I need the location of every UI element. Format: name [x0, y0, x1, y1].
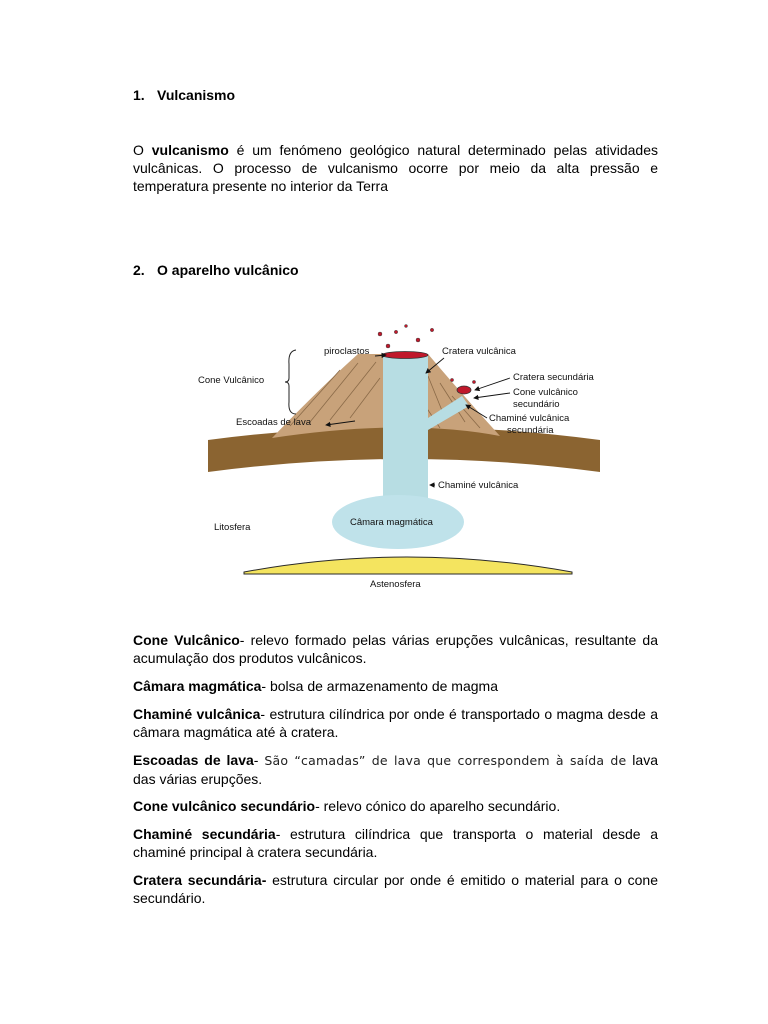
- paragraph-term: vulcanismo: [151, 142, 229, 158]
- crater-shape: [382, 352, 428, 359]
- definition-text: estrutura circular por onde é emitido o material para o cone secundário.: [133, 872, 658, 906]
- section-number: 1.: [133, 87, 145, 103]
- paragraph-text: é um fenómeno geológico natural determinado pelas atividades vulcânicas. O processo de vulcanismo ocorre por meio da alta pressão e temperatura presente no interior da Terra: [133, 142, 659, 194]
- label-cratera-vulcanica: Cratera vulcânica: [442, 346, 516, 357]
- definition-text-alt: São “camadas” de lava que correspondem à saída de: [264, 753, 627, 768]
- vulcanismo-paragraph: [133, 141, 658, 195]
- definition-text-continued: lava das várias erupções.: [133, 752, 658, 787]
- secondary-crater-shape: [457, 386, 471, 394]
- definition-cone-vulcanico: [133, 631, 658, 667]
- main-chimney: [383, 354, 428, 504]
- definition-text: - relevo formado pelas várias erupções vulcânicas, resultante da acumulação dos produtos vulcânicos.: [133, 632, 658, 666]
- label-piroclastos: piroclastos: [324, 346, 370, 357]
- definition-camara-magmatica: [133, 677, 658, 695]
- definition-cratera-secundaria: [133, 871, 658, 907]
- volcano-diagram: [190, 318, 610, 593]
- definition-text: -: [253, 752, 265, 768]
- label-chamine-secundaria-1: Chaminé vulcânica: [489, 413, 570, 424]
- cone-bracket: [285, 350, 296, 414]
- definition-term: Cone Vulcânico: [133, 632, 240, 648]
- definition-text: - bolsa de armazenamento de magma: [261, 678, 498, 694]
- definition-escoadas-de-lava: [133, 751, 658, 788]
- definition-cone-secundario: [133, 797, 658, 815]
- definition-term: Chaminé vulcânica: [133, 706, 261, 722]
- definition-text: - estrutura cilíndrica que transporta o material desde a chaminé principal à cratera secundária.: [133, 826, 658, 860]
- definition-term: Escoadas de lava: [133, 752, 254, 768]
- paragraph-lead: O: [133, 142, 152, 158]
- definition-term: Chaminé secundária: [133, 826, 276, 842]
- astenosphere-shape: [244, 557, 572, 574]
- section-title: O aparelho vulcânico: [157, 262, 299, 278]
- definition-chamine-vulcanica: [133, 705, 658, 741]
- volcano-diagram-svg: [190, 318, 610, 593]
- section-heading-aparelho: [133, 262, 299, 278]
- definition-text: - estrutura cilíndrica por onde é transportado o magma desde a câmara magmática até à cratera.: [133, 706, 659, 740]
- label-cratera-secundaria: Cratera secundária: [513, 372, 594, 383]
- label-litosfera: Litosfera: [214, 522, 251, 533]
- label-escoadas-de-lava: Escoadas de lava: [236, 417, 311, 428]
- section-number: 2.: [133, 262, 145, 278]
- label-chamine-secundaria-2: secundária: [507, 425, 554, 436]
- label-chamine-vulcanica: Chaminé vulcânica: [438, 480, 519, 491]
- definition-text: - relevo cónico do aparelho secundário.: [315, 798, 561, 814]
- label-cone-vulcanico: Cone Vulcânico: [198, 375, 265, 386]
- label-astenosfera: Astenosfera: [370, 579, 421, 590]
- section-heading-vulcanismo: [133, 87, 235, 103]
- section-title: Vulcanismo: [157, 87, 236, 103]
- definition-chamine-secundaria: [133, 825, 658, 861]
- label-camara-magmatica: Câmara magmática: [350, 517, 433, 528]
- definition-term: Cratera secundária-: [133, 872, 267, 888]
- definition-term: Cone vulcânico secundário: [133, 798, 316, 814]
- definition-term: Câmara magmática: [133, 678, 262, 694]
- label-cone-secundario-1: Cone vulcânico: [513, 387, 578, 398]
- label-cone-secundario-2: secundário: [513, 399, 560, 410]
